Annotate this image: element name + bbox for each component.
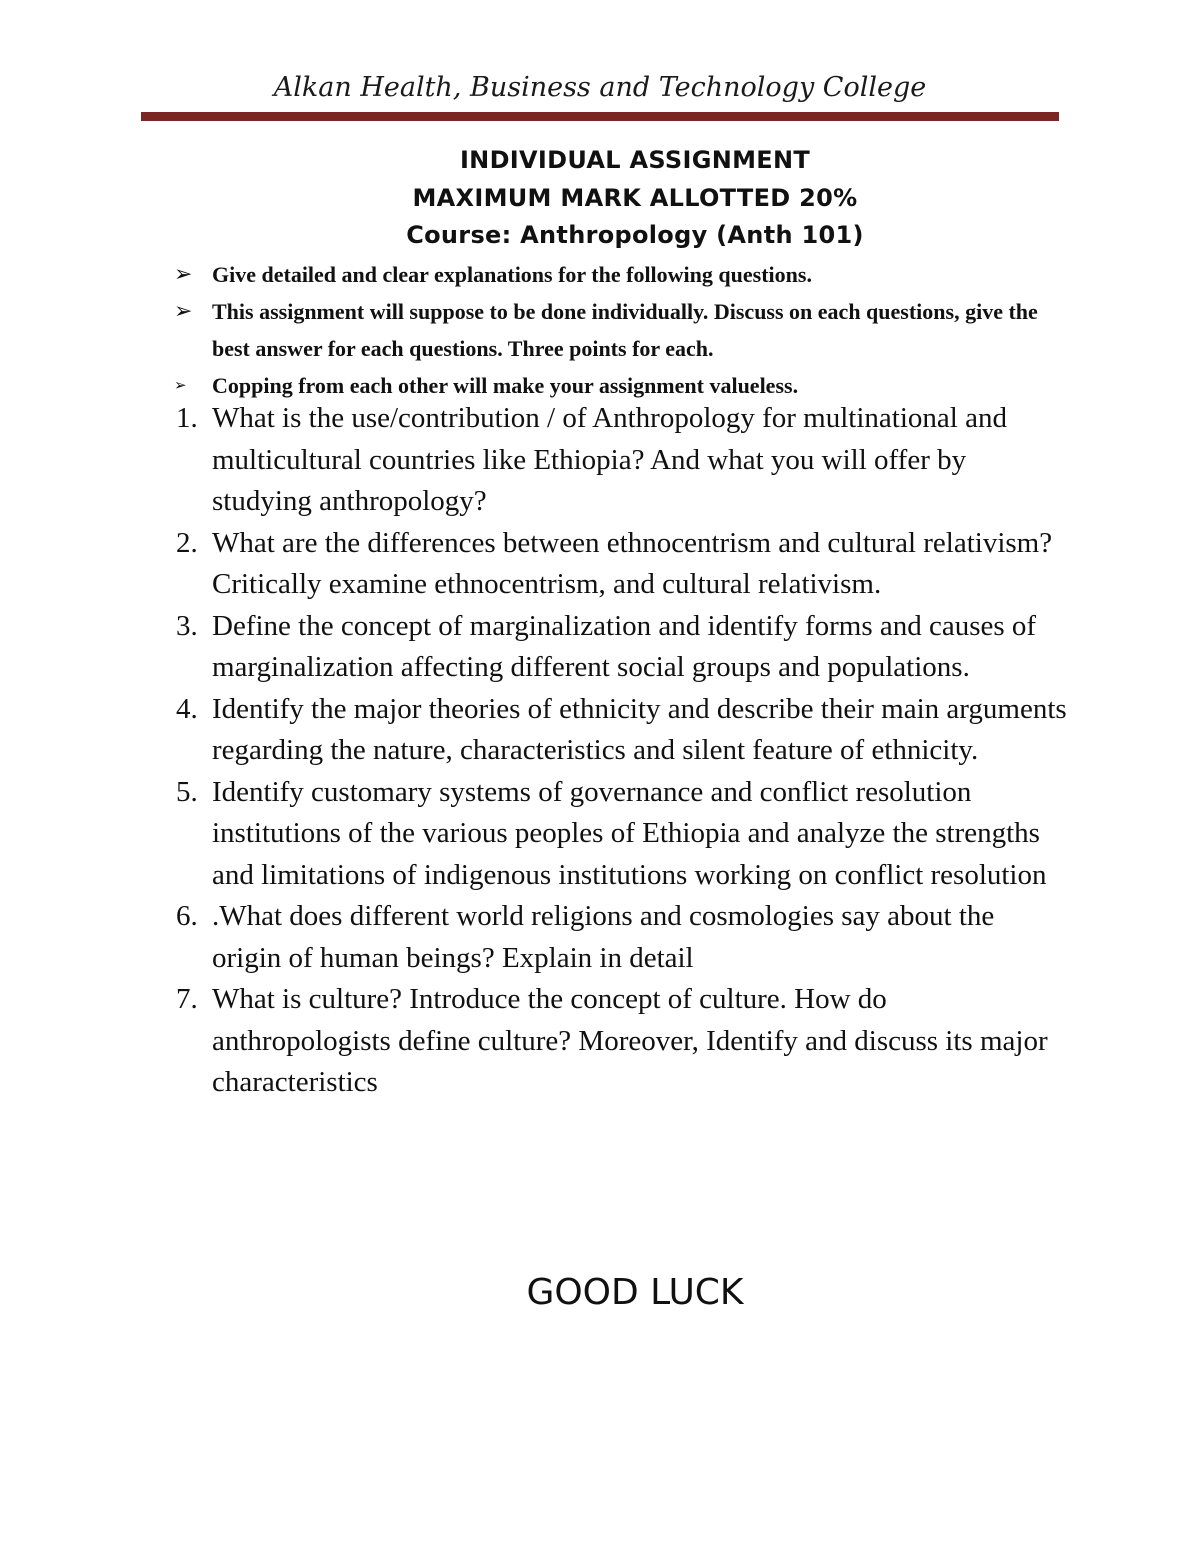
question-number: 1. [176,402,198,434]
question-number: 4. [176,692,198,725]
question-text: What is the use/contribution / of Anthropology for multinational and multicultural countries like Ethiopia? And what you will offer by studying anthropology? [212,402,1007,517]
questions-list [172,398,1067,1104]
maximum-mark: MAXIMUM MARK ALLOTTED 20% [412,184,858,212]
question-number: 2. [176,526,198,559]
question-number: 3. [176,609,198,642]
college-header: Alkan Health, Business and Technology College [273,72,927,103]
assignment-title: INDIVIDUAL ASSIGNMENT [459,146,811,174]
question-text: Identify the major theories of ethnicity and describe their main arguments regarding the nature, characteristics and silent feature of ethnicity. [212,692,1067,766]
question-text: What are the differences between ethnocentrism and cultural relativism? Critically examine ethnocentrism, and cultural relativism. [212,526,1053,600]
question-item [172,689,1067,772]
instructions-list [172,256,1072,404]
question-number: 5. [176,775,198,808]
course-name: Course: Anthropology (Anth 101) [406,221,864,249]
question-text: What is culture? Introduce the concept of culture. How do anthropologists define culture? Moreover, Identify and discuss its major characteristics [212,983,1048,1098]
instruction-text: Copping from each other will make your assignment valueless. [212,373,799,398]
question-item [172,772,1067,897]
question-item [172,979,1067,1104]
instruction-item [172,293,1072,367]
instruction-text: This assignment will suppose to be done individually. Discuss on each questions, give the best answer for each questions. Three points for each. [212,299,1038,361]
question-item [172,398,1067,523]
question-text: Define the concept of marginalization and identify forms and causes of marginalization affecting different social groups and populations. [212,609,1037,683]
question-item [172,523,1067,606]
header-divider [141,112,1059,121]
arrow-bullet-icon: ➢ [174,376,187,394]
arrow-bullet-icon: ➢ [174,262,193,287]
question-item [172,896,1067,979]
question-number: 7. [176,983,198,1015]
instruction-text: Give detailed and clear explanations for the following questions. [212,262,812,287]
question-number: 6. [176,900,198,932]
question-text: .What does different world religions and cosmologies say about the origin of human beings? Explain in detail [212,900,995,974]
instruction-item [172,256,1072,293]
arrow-bullet-icon: ➢ [174,299,193,324]
question-item [172,606,1067,689]
question-text: Identify customary systems of governance and conflict resolution institutions of the various peoples of Ethiopia and analyze the strengths and limitations of indigenous institutions working on conflict resolution [212,775,1047,891]
closing-text: GOOD LUCK [526,1272,744,1313]
